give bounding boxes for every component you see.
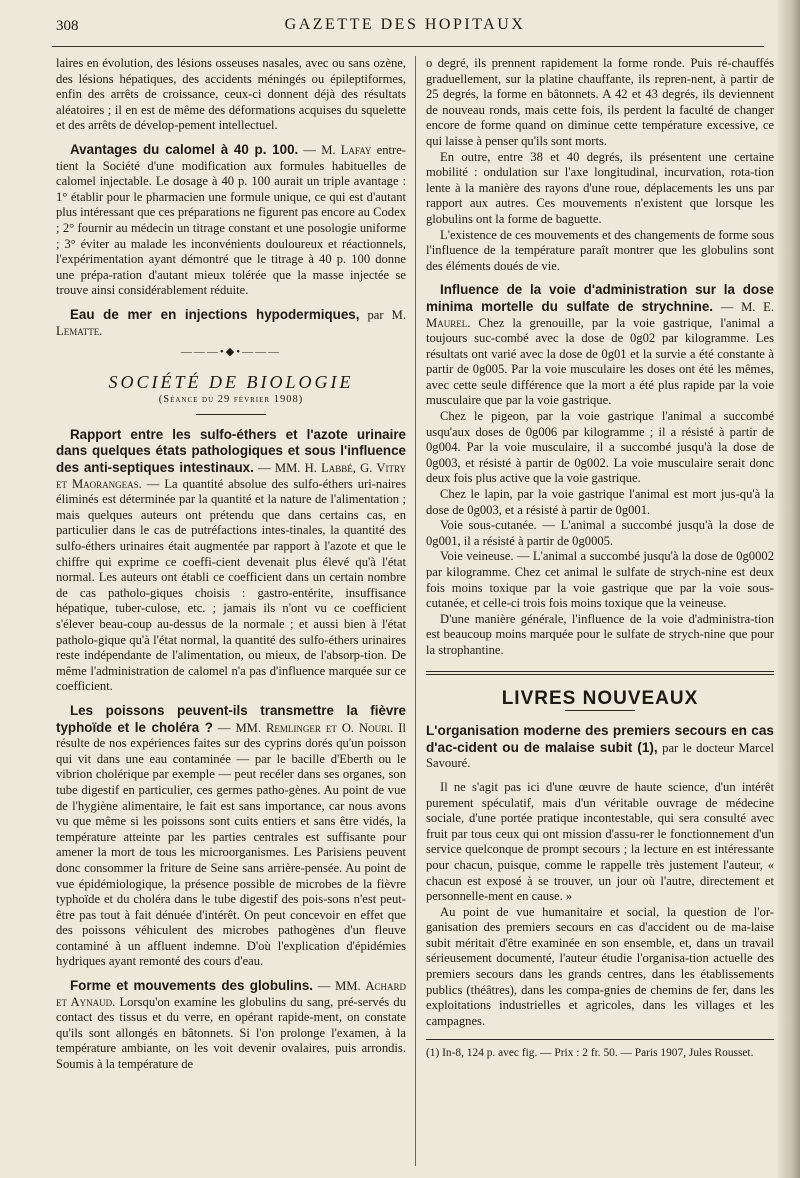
- article-title: Rapport entre les sulfo-éthers et l'azote urinaire dans quelques états pathologiques et sous l'influence des anti-septiques intestinaux.: [56, 426, 406, 476]
- right-column: [426, 56, 774, 1060]
- page-spine-shadow: [778, 0, 800, 1178]
- article-title: Les poissons peuvent-ils transmettre la fièvre typhoïde et le choléra ?: [56, 702, 406, 735]
- section-date: (Séance du 29 février 1908): [158, 394, 304, 406]
- short-rule: [565, 710, 635, 711]
- article-author: Lematte.: [56, 323, 103, 338]
- paragraph: Il ne s'agit pas ici d'une œuvre de haute science, d'un intérêt purement spéculatif, mais d'un véritable ouvrage de médecine sociale, d'une portée pratique incontestable, qui sera consulté avec fruit par tous ceux qui ont mission d'assu-rer le fonctionnement d'un service quelconque de prompt secours ; la lecture en est intéressante pour chacun, puisque, comme le rappelle très justement l'auteur, « chacun est exposé à se trouver, un jour où l'autre, directement et personnelle-ment en cause. »: [426, 779, 774, 904]
- paragraph: o degré, ils prennent rapidement la forme ronde. Puis ré-chauffés graduellement, sur la platine chauffante, ils repren-nent, à partir de 25 degrés, la forme en bâtonnets. A 42 et 43 degrés, ils deviennent de nouveau ronds, mais cette fois, ils perdent la faculté de changer encore de forme quand on diminue cette température excessive, ce qui laisse à penser qu'ils sont morts.: [426, 56, 774, 148]
- article-calomel: Avantages du calomel à 40 p. 100. — M. Lafay entre-tient la Société d'une modification aux formules habituelles de calomel injectable. Le dosage à 40 p. 100 aurait un triple avantage : 1° établir pour le pharmacien une formule unique, ce qui est d'autant plus intéressant que ces préparations ne figurent pas encore au Codex ; 2° fournir au médecin un titrage constant et une posologie uniforme ; 3° éviter au malade les inconvénients douloureux et réactionnels, l'expérimentation ayant démontré que le titrage à 40 p. 100 donne une prépa-ration d'autant mieux tolérée que la masse injectée se trouve ainsi considérablement réduite.: [56, 141, 406, 298]
- header-rule: [52, 46, 764, 47]
- article-title: Avantages du calomel à 40 p. 100.: [70, 141, 299, 157]
- page-number: 308: [56, 18, 79, 34]
- article-eau-de-mer: Eau de mer en injections hypodermiques, par M. Lematte.: [56, 306, 406, 338]
- paragraph: Chez le lapin, par la voie gastrique l'animal est mort jus-qu'à la dose de 0g003, et a résisté à partir de 0g001.: [426, 487, 774, 517]
- book-entry: [426, 723, 774, 772]
- article-forme: Forme et mouvements des globulins. — MM. Achard et Aynaud. Lorsqu'on examine les globulins du sang, pré-servés du contact des tissus et du verre, en opérant rapide-ment, on constate qu'ils sont allongés en bâtonnets. Si l'on prolonge l'examen, à la température ambiante, on les voit devenir ovalaires, puis arrondis. Soumis à la température de: [56, 978, 406, 1072]
- article-text: entre-tient la Société d'une modification aux formules habituelles de calomel injectable. Le dosage à 40 p. 100 aurait un triple avantage : 1° établir pour le pharmacien une formule unique, ce qui est d'autant plus intéressant que ces préparations ne figurent pas encore au Codex ; 2° fournir au médecin un titrage constant et une posologie uniforme ; 3° éviter au malade les inconvénients douloureux et réactionnels, l'expérimentation ayant démontré que le titrage à 40 p. 100 donne une prépa-ration d'autant mieux tolérée que la masse injectée se trouve ainsi considérablement réduite.: [56, 142, 406, 298]
- article-rapport: Rapport entre les sulfo-éthers et l'azote urinaire dans quelques états pathologiques et sous l'influence des anti-septiques intestinaux. — MM. H. Labbé, G. Vitry et Maorangeas. — La quantité absolue des sulfo-éthers uri-naires éliminés est déterminée par la quantité et la nature de l'alimentation ; mais quelques auteurs ont prétendu que dans certains cas, en particulier dans le cas de putréfactions intes-tinales, la quantité des sulfo-éthers urinaires était augmentée par rapport à l'azote et que le chiffre qui exprime ce coeffi-cient devenait plus élevé qu'à l'état normal. Les auteurs ont établi ce coefficient dans un certain nombre de cas patholo-giques choisis : gastro-entérite, insuffisance hépatique, tuber-culose, etc. ; jamais ils n'ont vu ce coefficient s'élever beau-coup au-dessus de la normale ; et aussi bien à l'état patholo-gique qu'à l'état normal, la quantité des sulfo-éthers urinaires reste indépendante de l'alimentation, ou mieux, de l'absorp-tion. De même l'administration de calomel n'a pas d'influence marquée sur ce coefficient.: [56, 426, 406, 694]
- article-author: E. Maurel.: [426, 299, 774, 330]
- article-influence: Influence de la voie d'administration sur la dose minima mortelle du sulfate de strychnine. — M. E. Maurel. Chez la grenouille, par la voie gastrique, l'animal a toujours suc-combé avec la dose de 0g02 par kilogramme. Les résultats ont varié avec la dose de 0g01 et la survie a été constante à partir de 0g005. Par la voie musculaire les doses ont été les mêmes, avec cette seule différence que la mort a été plus rapide par la voie musculaire que par la voie gastrique.: [426, 282, 774, 408]
- book-title: L'organisation moderne des premiers secours en cas d'ac-cident ou de malaise subit (1),: [426, 723, 774, 755]
- section-title: LIVRES NOUVEAUX: [501, 687, 699, 709]
- article-text: Lorsqu'on examine les globulins du sang, pré-servés du contact des tissus et du verre, en opérant rapide-ment, on constate qu'ils sont allongés en bâtonnets. Si l'on prolonge l'examen, à la température ambiante, on les voit devenir ovalaires, puis arrondis. Soumis à la température de: [56, 994, 406, 1072]
- paragraph: Chez le pigeon, par la voie gastrique l'animal a succombé usqu'aux doses de 0g006 par kilogramme ; il a résisté à partir de 0g004. Par la voie musculaire, il a succombé jusqu'à la dose de 0g003, et résisté à partir de 0g002. La voie musculaire serait donc deux fois plus active que la voie gastrique.: [426, 409, 774, 486]
- article-poissons: Les poissons peuvent-ils transmettre la fièvre typhoïde et le choléra ? — MM. Remlinger et O. Nouri. Il résulte de nos expériences faites sur des cyprins dorés qu'un poisson qui vit dans une eau contaminée — par le bacille d'Eberth ou le vibrion cholérique par exemple — peut recéler dans ses organes, son tube digestif en particulier, ces germes patho-gènes. Au point de vue de l'hygiène alimentaire, le fait est sans importance, car nous avons vu que même si les poissons sont cuits entiers et sans être vidés, la température atteinte par les parties centrales est suffisante pour amener la mort de tous les microorganismes. Les Parisiens peuvent donc consommer la friture de Seine sans arrière-pensée. Au point de vue épidémiologique, la présence possible de microbes de la fièvre typhoïde et du choléra dans le tube digestif des pois-sons n'est peut-être pas tout à fait dénuée d'intérêt. On peut concevoir en effet que des poissons véhiculent des microbes pathogènes d'un fleuve contaminé à un affluent indemne. D'où l'explication d'épidémies hydriques ayant remonté des cours d'eau.: [56, 702, 406, 969]
- paragraph: Au point de vue humanitaire et social, la question de l'or-ganisation des premiers secours en cas d'accident ou de ma-laise subit méritait d'être examinée en son ensemble, et, dans un travail sérieusement documenté, l'auteur étudie l'organisa-tion actuelle des premiers secours dans les grands centres, dans les établissements publics (théâtres), dans les compa-gnies de chemins de fer, dans les exploitations industrielles et agricoles, dans les villages et les campagnes.: [426, 904, 774, 1028]
- short-rule: [196, 414, 266, 415]
- book-author: par le docteur Marcel Savouré.: [426, 740, 775, 771]
- paragraph: En outre, entre 38 et 40 degrés, ils présentent une certaine mobilité : ondulation sur l'axe longitudinal, incurvation, rota-tion lente à la manière des rayons d'une roue, déplacements les uns par rapport aux autres. Ces mouvements n'existent que lorsque les globulins ont la forme de baguette.: [426, 149, 774, 226]
- article-author: H. Labbé, G. Vitry et Maorangeas.: [56, 461, 406, 491]
- paragraph: Voie sous-cutanée. — L'animal a succombé jusqu'à la dose de 0g001, il a résisté à partir de 0g0005.: [426, 518, 774, 548]
- section-title: SOCIÉTÉ DE BIOLOGIE: [108, 371, 354, 392]
- article-title: Forme et mouvements des globulins.: [70, 978, 313, 994]
- article-title: Influence de la voie d'administration sur la dose minima mortelle du sulfate de strychnine.: [426, 282, 774, 314]
- column-separator: [415, 56, 416, 1166]
- paragraph: laires en évolution, des lésions osseuses nasales, avec ou sans ozène, des lésions hépatiques, des accidents méningés ou épileptiformes, enfin des arrêts de croissance, ceux-ci donnent déjà des résultats aléatoires ; il en est de même des déformations acquises du squelette et des arrêts de dévelop-pement intellectuel.: [56, 56, 406, 133]
- article-text: Chez la grenouille, par la voie gastrique, l'animal a toujours suc-combé avec la dose de 0g02 par kilogramme. Les résultats ont varié avec la dose de 0g01 et la survie a été constante à partir de 0g005. Par la voie musculaire les doses ont été les mêmes, avec cette seule différence que la mort a été plus rapide par la voie musculaire que par la voie gastrique.: [426, 315, 774, 408]
- ornament-divider: ———•◆•———: [180, 346, 282, 359]
- article-author: Remlinger et O. Nouri.: [265, 720, 394, 735]
- paragraph: Voie veineuse. — L'animal a succombé jusqu'à la dose de 0g0002 par kilogramme. Chez cet animal le sulfate de strych-nine est deux fois moins toxique par la voie gastrique que par la voie sous-cutanée, et celle-ci trois fois moins toxique que la veineuse.: [426, 549, 774, 611]
- footnote: (1) In-8, 124 p. avec fig. — Prix : 2 fr. 50. — Paris 1907, Jules Rousset.: [426, 1039, 774, 1060]
- article-title: Eau de mer en injections hypodermiques,: [70, 306, 360, 322]
- paragraph: L'existence de ces mouvements et des changements de forme sous l'influence de la température paraît montrer que les globulins sont des éléments doués de vie.: [426, 227, 774, 273]
- double-rule: [426, 671, 774, 675]
- page-header: [40, 14, 770, 36]
- paragraph: D'une manière générale, l'influence de la voie d'administra-tion est beaucoup moins marquée pour le sulfate de strych-nine que pour la strophantine.: [426, 611, 774, 657]
- article-author: Lafay: [340, 142, 372, 157]
- article-text: Il résulte de nos expériences faites sur des cyprins dorés qu'un poisson qui vit dans une eau contaminée — par le bacille d'Eberth ou le vibrion cholérique par exemple — peut recéler dans ses organes, son tube digestif en particulier, ces germes patho-gènes. Au point de vue de l'hygiène alimentaire, le fait est sans importance, car nous avons vu que même si les poissons sont cuits entiers et sans être vidés, la température atteinte par les parties centrales est suffisante pour amener la mort de tous les microorganismes. Les Parisiens peuvent donc consommer la friture de Seine sans arrière-pensée. Au point de vue épidémiologique, la présence possible de microbes de la fièvre typhoïde et du choléra dans le tube digestif des pois-sons n'est peut-être pas tout à fait dénuée d'intérêt. On peut concevoir en effet que des poissons véhiculent des microbes pathogènes d'un fleuve contaminé à un affluent indemne. D'où l'explication d'épidémies hydriques ayant remonté des cours d'eau.: [56, 720, 406, 969]
- running-title: GAZETTE DES HOPITAUX: [284, 16, 526, 33]
- left-column: [56, 56, 406, 1073]
- article-text: La quantité absolue des sulfo-éthers uri-naires éliminés est déterminée par la quantité et la nature de l'alimentation ; mais quelques auteurs ont prétendu que dans certains cas, en particulier dans le cas de putréfactions intes-tinales, la quantité des sulfo-éthers urinaires était augmentée par rapport à l'azote et que le chiffre qui exprime ce coeffi-cient devenait plus élevé qu'à l'état normal. Les auteurs ont établi ce coefficient dans un certain nombre de cas patholo-giques choisis : gastro-entérite, insuffisance hépatique, tuber-culose, etc. ; jamais ils n'ont vu ce coefficient s'élever beau-coup au-dessus de la normale ; et aussi bien à l'état patholo-gique qu'à l'état normal, la quantité des sulfo-éthers urinaires reste indépendante de l'alimentation, ou mieux, de l'absorp-tion. De même l'administration de calomel n'a pas d'influence marquée sur ce coefficient.: [56, 476, 406, 694]
- article-author: Achard et Aynaud.: [56, 979, 406, 1009]
